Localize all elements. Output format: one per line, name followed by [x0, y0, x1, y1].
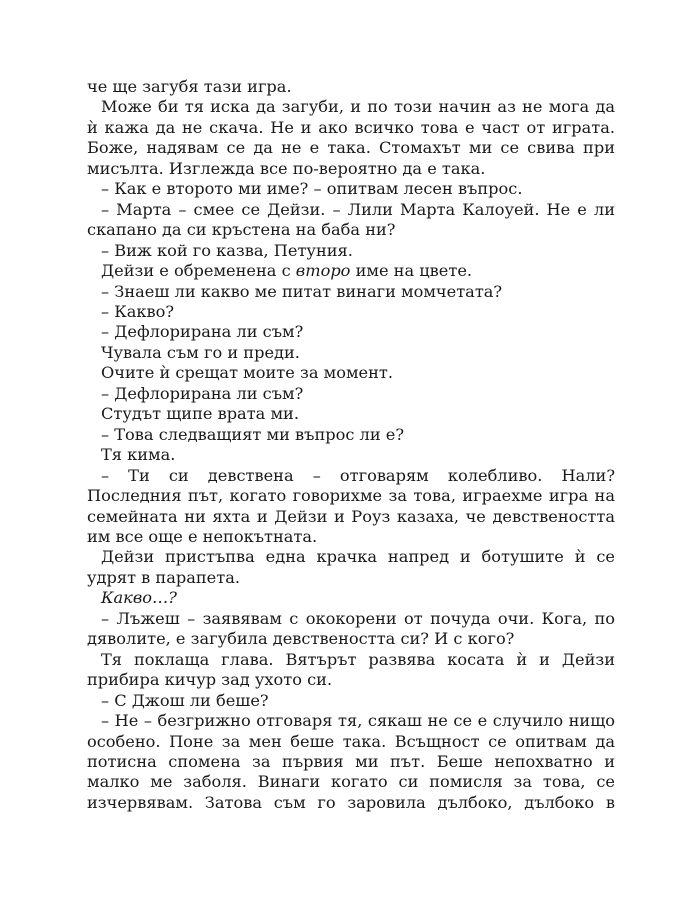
- paragraph: – Това следващият ми въпрос ли е?: [101, 424, 405, 444]
- paragraph: – Виж кой го казва, Петуния.: [101, 240, 353, 260]
- paragraph: – Марта – смее се Дейзи. – Лили Марта Калоуей. Не е ли скапано да си кръстена на баба ни?: [87, 199, 615, 240]
- paragraph: – Ти си девствена – отговарям колебливо. Нали? Последния път, когато говорихме за това, играехме игра на семейната ни яхта и Дейзи и Роуз казаха, че девствеността им все още е непокътната.: [87, 465, 615, 546]
- paragraph-text: Дейзи е обременена с: [101, 261, 296, 281]
- paragraph-text: име на цвете.: [350, 261, 473, 281]
- paragraph: Очите ѝ срещат моите за момент.: [101, 363, 394, 383]
- paragraph: Тя кима.: [101, 445, 176, 465]
- paragraph: – Знаеш ли какво ме питат винаги момчетата?: [101, 281, 503, 301]
- paragraph: Чувала съм го и преди.: [101, 342, 300, 362]
- italic-word: второ: [295, 261, 351, 281]
- paragraph: – С Джош ли беше?: [101, 690, 269, 710]
- book-page: [87, 77, 615, 813]
- paragraph: Дейзи пристъпва една крачка напред и ботушите ѝ се удрят в парапета.: [87, 547, 615, 587]
- paragraph-continued: – Не – безгрижно отговаря тя, сякаш не се е случило нищо особено. Поне за мен беше така. Всъщност се опитвам да потисна спомена за първия ми път. Беше непохватно и малко ме заболя. Винаги когато си помисля за това, се изчервявам. Затова съм го заровила дълбоко, дълбоко в: [87, 711, 615, 812]
- paragraph: Тя поклаща глава. Вятърът развява косата ѝ и Дейзи прибира кичур зад ухото си.: [87, 649, 615, 690]
- paragraph: – Дефлорирана ли съм?: [101, 383, 304, 403]
- paragraph: – Как е второто ми име? – опитвам лесен въпрос.: [101, 179, 523, 199]
- paragraph: че ще загубя тази игра.: [87, 77, 292, 96]
- paragraph: – Лъжеш – заявявам с ококорени от почуда очи. Кога, по дяволите, е загубила девствеността си? И с кого?: [87, 608, 615, 649]
- italic-paragraph: Какво…?: [101, 588, 177, 608]
- paragraph: Може би тя иска да загуби, и по този начин аз не мога да ѝ кажа да не скача. Не и ако всичко това е част от играта. Боже, надявам се да не е така. Стомахът ми се свива при мисълта. Изглежда все по-вероятно да е така.: [87, 97, 615, 178]
- paragraph: Студът щипе врата ми.: [101, 404, 299, 424]
- paragraph: [87, 261, 615, 281]
- paragraph: – Какво?: [101, 301, 175, 321]
- paragraph: – Дефлорирана ли съм?: [101, 322, 304, 342]
